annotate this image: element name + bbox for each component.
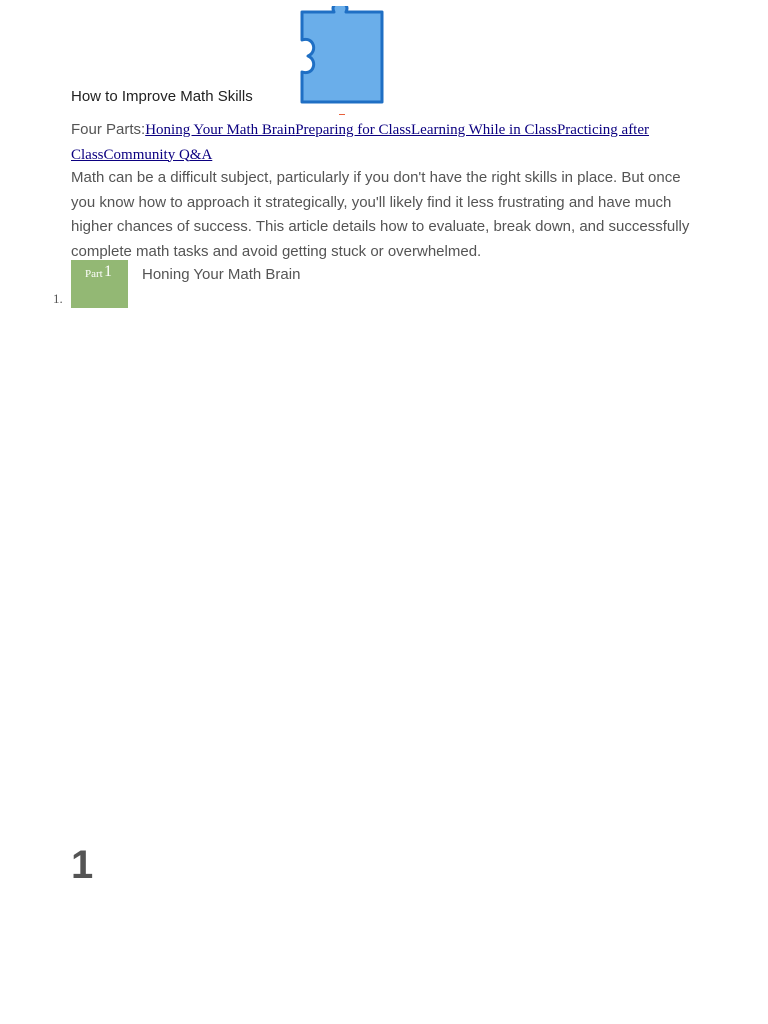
- step-number: 1: [71, 843, 94, 887]
- list-marker: 1.: [53, 291, 63, 306]
- parts-navigation: [71, 118, 701, 167]
- article-title: How to Improve Math Skills: [71, 88, 253, 105]
- part-link-community-qa[interactable]: Community Q&A: [103, 146, 213, 163]
- image-caption-marker: [339, 114, 345, 115]
- article-intro: Math can be a difficult subject, particularly if you don't have the right skills in place. But once you know how to approach it strategically, you'll likely find it less frustrating and have much higher chances of success. This article details how to evaluate, break down, and successfully complete math tasks and avoid getting stuck or overwhelmed.: [71, 169, 690, 260]
- part-badge-word: Part: [85, 268, 103, 280]
- part-link-practicing[interactable]: Practicing after Class: [71, 122, 650, 163]
- parts-label: Four Parts:: [71, 121, 146, 138]
- puzzle-piece-icon: [298, 6, 388, 108]
- part-badge-number: 1: [104, 263, 112, 280]
- part-badge: [71, 260, 128, 308]
- part-link-preparing[interactable]: Preparing for Class: [295, 122, 412, 138]
- part-link-learning[interactable]: Learning While in Class: [411, 122, 557, 138]
- part-title: Honing Your Math Brain: [142, 266, 301, 283]
- part-link-honing[interactable]: Honing Your Math Brain: [145, 122, 296, 138]
